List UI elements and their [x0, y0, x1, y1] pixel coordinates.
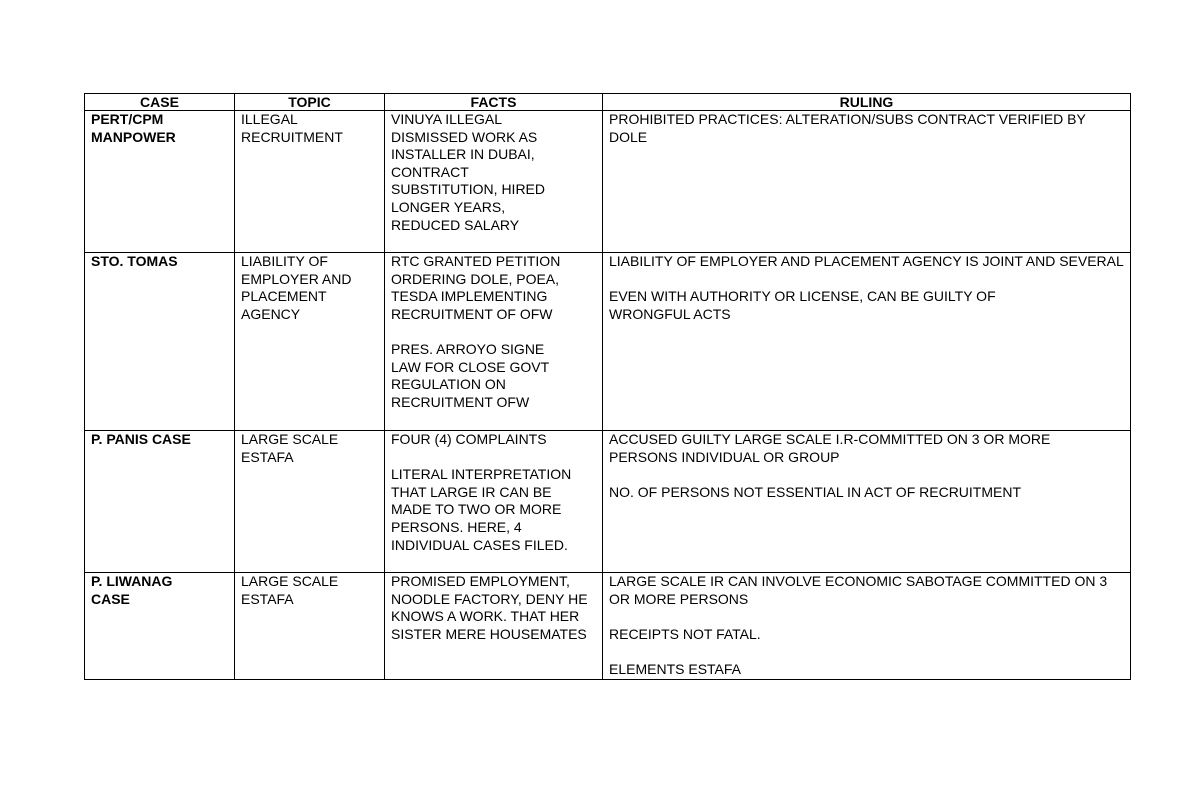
topic-text: ILLEGAL RECRUITMENT: [241, 111, 343, 145]
header-ruling: RULING: [603, 94, 1131, 111]
header-facts: FACTS: [385, 94, 603, 111]
case-cell: [85, 431, 235, 573]
ruling-paragraph: NO. OF PERSONS NOT ESSENTIAL IN ACT OF RECRUITMENT: [609, 483, 1022, 500]
header-case: CASE: [85, 94, 235, 111]
header-topic: TOPIC: [235, 94, 385, 111]
topic-text: LIABILITY OF EMPLOYER AND PLACEMENT AGENCY: [241, 253, 352, 322]
facts-cell: [385, 573, 603, 680]
facts-paragraph: PROMISED EMPLOYMENT, NOODLE FACTORY, DENY HE KNOWS A WORK. THAT HER SISTER MERE HOUSEMATES: [391, 573, 588, 642]
facts-paragraph: VINUYA ILLEGAL DISMISSED WORK AS INSTALLER IN DUBAI, CONTRACT SUBSTITUTION, HIRED LONGER YEARS, REDUCED SALARY: [391, 111, 546, 233]
table-header: [85, 94, 1131, 111]
topic-cell: [235, 573, 385, 680]
case-name: STO. TOMAS: [91, 253, 178, 269]
facts-cell: [385, 431, 603, 573]
table-body: [85, 111, 1131, 680]
facts-paragraph: FOUR (4) COMPLAINTS: [391, 431, 547, 447]
ruling-paragraph: PROHIBITED PRACTICES: ALTERATION/SUBS CONTRACT VERIFIED BY DOLE: [609, 111, 1086, 145]
case-cell: [85, 253, 235, 431]
header-row: [85, 94, 1131, 111]
case-name: P. LIWANAG CASE: [91, 573, 173, 607]
facts-paragraph: RTC GRANTED PETITION ORDERING DOLE, POEA, TESDA IMPLEMENTING RECRUITMENT OF OFW: [391, 253, 561, 322]
ruling-cell: [603, 111, 1131, 253]
ruling-paragraph: RECEIPTS NOT FATAL.: [609, 625, 761, 642]
topic-cell: [235, 431, 385, 573]
facts-cell: [385, 111, 603, 253]
ruling-cell: [603, 253, 1131, 431]
case-cell: [85, 111, 235, 253]
ruling-paragraph: LARGE SCALE IR CAN INVOLVE ECONOMIC SABOTAGE COMMITTED ON 3 OR MORE PERSONS: [609, 573, 1108, 607]
case-table: [84, 93, 1131, 680]
table-row: [85, 431, 1131, 573]
facts-paragraph: PRES. ARROYO SIGNE LAW FOR CLOSE GOVT REGULATION ON RECRUITMENT OFW: [391, 340, 549, 410]
topic-text: LARGE SCALE ESTAFA: [241, 431, 339, 465]
table-row: [85, 573, 1131, 680]
facts-paragraph: LITERAL INTERPRETATION THAT LARGE IR CAN BE MADE TO TWO OR MORE PERSONS. HERE, 4 INDIVIDUAL CASES FILED.: [391, 466, 572, 553]
topic-cell: [235, 111, 385, 253]
case-name: PERT/CPM MANPOWER: [91, 111, 176, 145]
topic-text: LARGE SCALE ESTAFA: [241, 573, 339, 607]
ruling-paragraph: EVEN WITH AUTHORITY OR LICENSE, CAN BE GUILTY OF WRONGFUL ACTS: [609, 288, 996, 322]
case-name: P. PANIS CASE: [91, 431, 191, 447]
topic-cell: [235, 253, 385, 431]
ruling-paragraph: ELEMENTS ESTAFA: [609, 660, 741, 677]
ruling-cell: [603, 573, 1131, 680]
table-row: [85, 111, 1131, 253]
case-cell: [85, 573, 235, 680]
ruling-cell: [603, 431, 1131, 573]
facts-cell: [385, 253, 603, 431]
ruling-paragraph: ACCUSED GUILTY LARGE SCALE I.R-COMMITTED ON 3 OR MORE PERSONS INDIVIDUAL OR GROUP: [609, 431, 1051, 465]
ruling-paragraph: LIABILITY OF EMPLOYER AND PLACEMENT AGENCY IS JOINT AND SEVERAL: [609, 253, 1124, 269]
table-row: [85, 253, 1131, 431]
